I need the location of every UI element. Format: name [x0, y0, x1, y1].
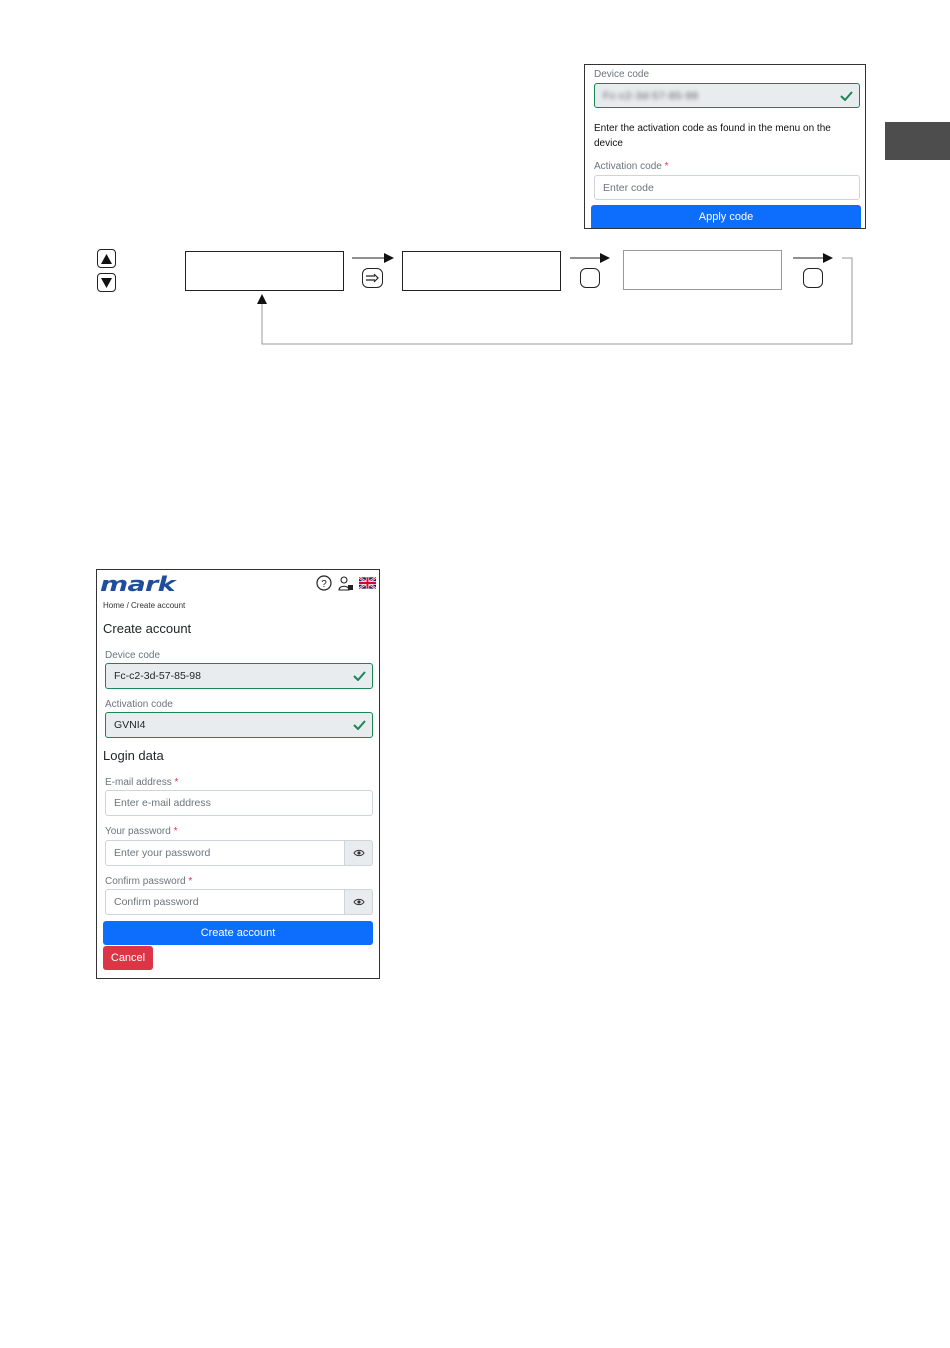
uk-flag-icon[interactable]: [359, 577, 376, 589]
login-data-heading: Login data: [103, 748, 164, 763]
create-account-button[interactable]: Create account: [103, 921, 373, 945]
email-placeholder: Enter e-mail address: [114, 797, 211, 809]
create-account-screenshot: [96, 569, 380, 979]
mark-logo[interactable]: [100, 574, 204, 594]
email-label: E-mail address *: [105, 777, 179, 788]
activation-code-value: GVNI4: [114, 719, 146, 731]
show-password-button[interactable]: [344, 840, 373, 866]
activation-code-field[interactable]: [105, 712, 373, 738]
confirm-password-placeholder: Confirm password: [114, 896, 199, 908]
flow-arrowhead-2: [600, 253, 610, 263]
apply-code-button[interactable]: Apply code: [591, 205, 861, 229]
breadcrumb[interactable]: Home / Create account: [103, 601, 186, 610]
logo-text: mark: [100, 572, 175, 596]
email-field[interactable]: [105, 790, 373, 816]
show-confirm-password-button[interactable]: [344, 889, 373, 915]
eye-icon: [353, 849, 365, 857]
help-icon[interactable]: [316, 575, 332, 591]
flow-connectors: [0, 0, 950, 360]
password-field[interactable]: [105, 840, 345, 866]
activation-instruction: Enter the activation code as found in the menu on the device: [594, 123, 831, 149]
password-label: Your password *: [105, 826, 178, 837]
user-lock-icon[interactable]: [338, 576, 354, 591]
flow-return-line: [262, 258, 852, 344]
device-code-label: Device code: [594, 69, 650, 80]
activation-code-label: Activation code: [105, 699, 173, 710]
device-code-value: Fc-c2-3d-57-85-98: [603, 89, 699, 102]
device-code-value: Fc-c2-3d-57-85-98: [114, 670, 201, 682]
svg-text:?: ?: [321, 579, 327, 590]
flow-arrowhead-1: [384, 253, 394, 263]
activation-code-placeholder: Enter code: [603, 181, 654, 194]
flow-arrowhead-3: [823, 253, 833, 263]
confirm-password-label: Confirm password *: [105, 876, 193, 887]
cancel-button[interactable]: Cancel: [103, 946, 153, 970]
check-icon: [353, 720, 366, 730]
page-title: Create account: [103, 621, 192, 636]
confirm-password-field[interactable]: [105, 889, 345, 915]
password-placeholder: Enter your password: [114, 847, 211, 859]
check-icon: [353, 671, 366, 681]
eye-icon: [353, 898, 365, 906]
activation-code-label: Activation code *: [594, 161, 669, 172]
device-code-label: Device code: [105, 650, 161, 661]
device-code-field[interactable]: [105, 663, 373, 689]
flow-return-arrowhead: [257, 294, 267, 304]
